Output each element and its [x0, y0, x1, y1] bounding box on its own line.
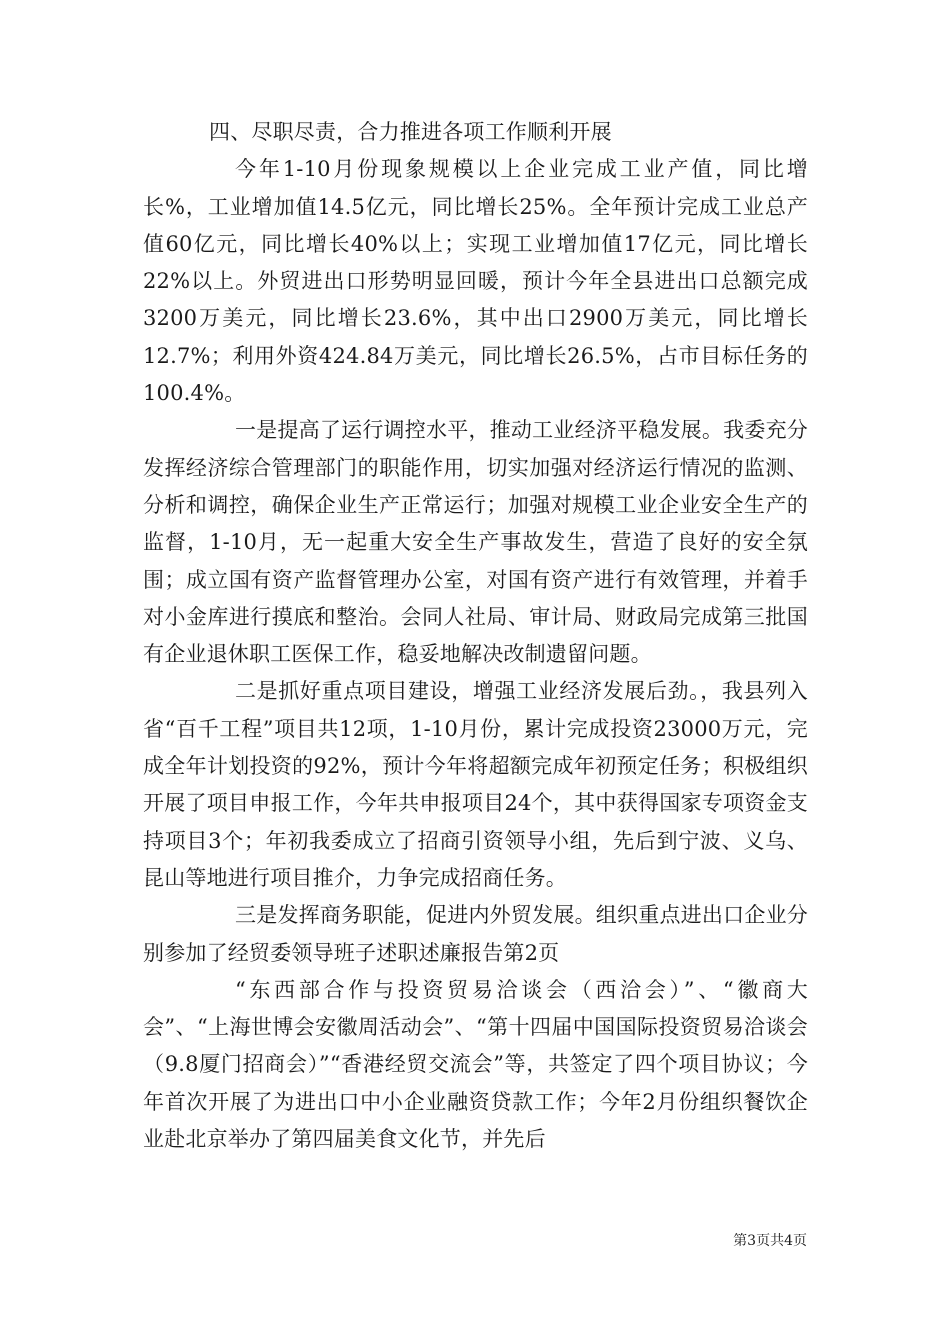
- document-body: [143, 114, 808, 1158]
- paragraph-commerce-functions: 三是发挥商务职能，促进内外贸发展。组织重点进出口企业分别参加了经贸委领导班子述职述廉报告第2页: [143, 903, 808, 965]
- paragraph-trade-fairs: “东西部合作与投资贸易洽谈会（西洽会）”、“徽商大会”、“上海世博会安徽周活动会”、“第十四届中国国际投资贸易洽谈会（9.8厦门招商会）”“香港经贸交流会”等，共签定了四个项目协议；今年首次开展了为进出口中小企业融资贷款工作；今年2月份组织餐饮企业赴北京举办了第四届美食文化节，并先后: [143, 977, 808, 1152]
- page-number: 第3页共4页: [733, 1233, 807, 1249]
- paragraph-key-projects: 二是抓好重点项目建设，增强工业经济发展后劲。，我县列入省“百千工程”项目共12项，1-10月份，累计完成投资23000万元，完成全年计划投资的92%，预计今年将超额完成年初预定任务；积极组织开展了项目申报工作，今年共申报项目24个，其中获得国家专项资金支持项目3个；年初我委成立了招商引资领导小组，先后到宁波、义乌、昆山等地进行项目推介，力争完成招商任务。: [143, 679, 808, 890]
- paragraph-industrial-output: 今年1-10月份现象规模以上企业完成工业产值，同比增长%，工业增加值14.5亿元，同比增长25%。全年预计完成工业总产值60亿元，同比增长40%以上；实现工业增加值17亿元，同比增长22%以上。外贸进出口形势明显回暖，预计今年全县进出口总额完成3200万美元，同比增长23.6%，其中出口2900万美元，同比增长12.7%；利用外资424.84万美元，同比增长26.5%，占市目标任务的100.4%。: [143, 157, 808, 406]
- paragraph-operation-control: 一是提高了运行调控水平，推动工业经济平稳发展。我委充分发挥经济综合管理部门的职能作用，切实加强对经济运行情况的监测、分析和调控，确保企业生产正常运行；加强对规模工业企业安全生产的监督，1-10月，无一起重大安全生产事故发生，营造了良好的安全氛围；成立国有资产监督管理办公室，对国有资产进行有效管理，并着手对小金库进行摸底和整治。会同人社局、审计局、财政局完成第三批国有企业退休职工医保工作，稳妥地解决改制遗留问题。: [143, 418, 808, 667]
- section-heading: 四、尽职尽责，合力推进各项工作顺利开展: [209, 120, 612, 144]
